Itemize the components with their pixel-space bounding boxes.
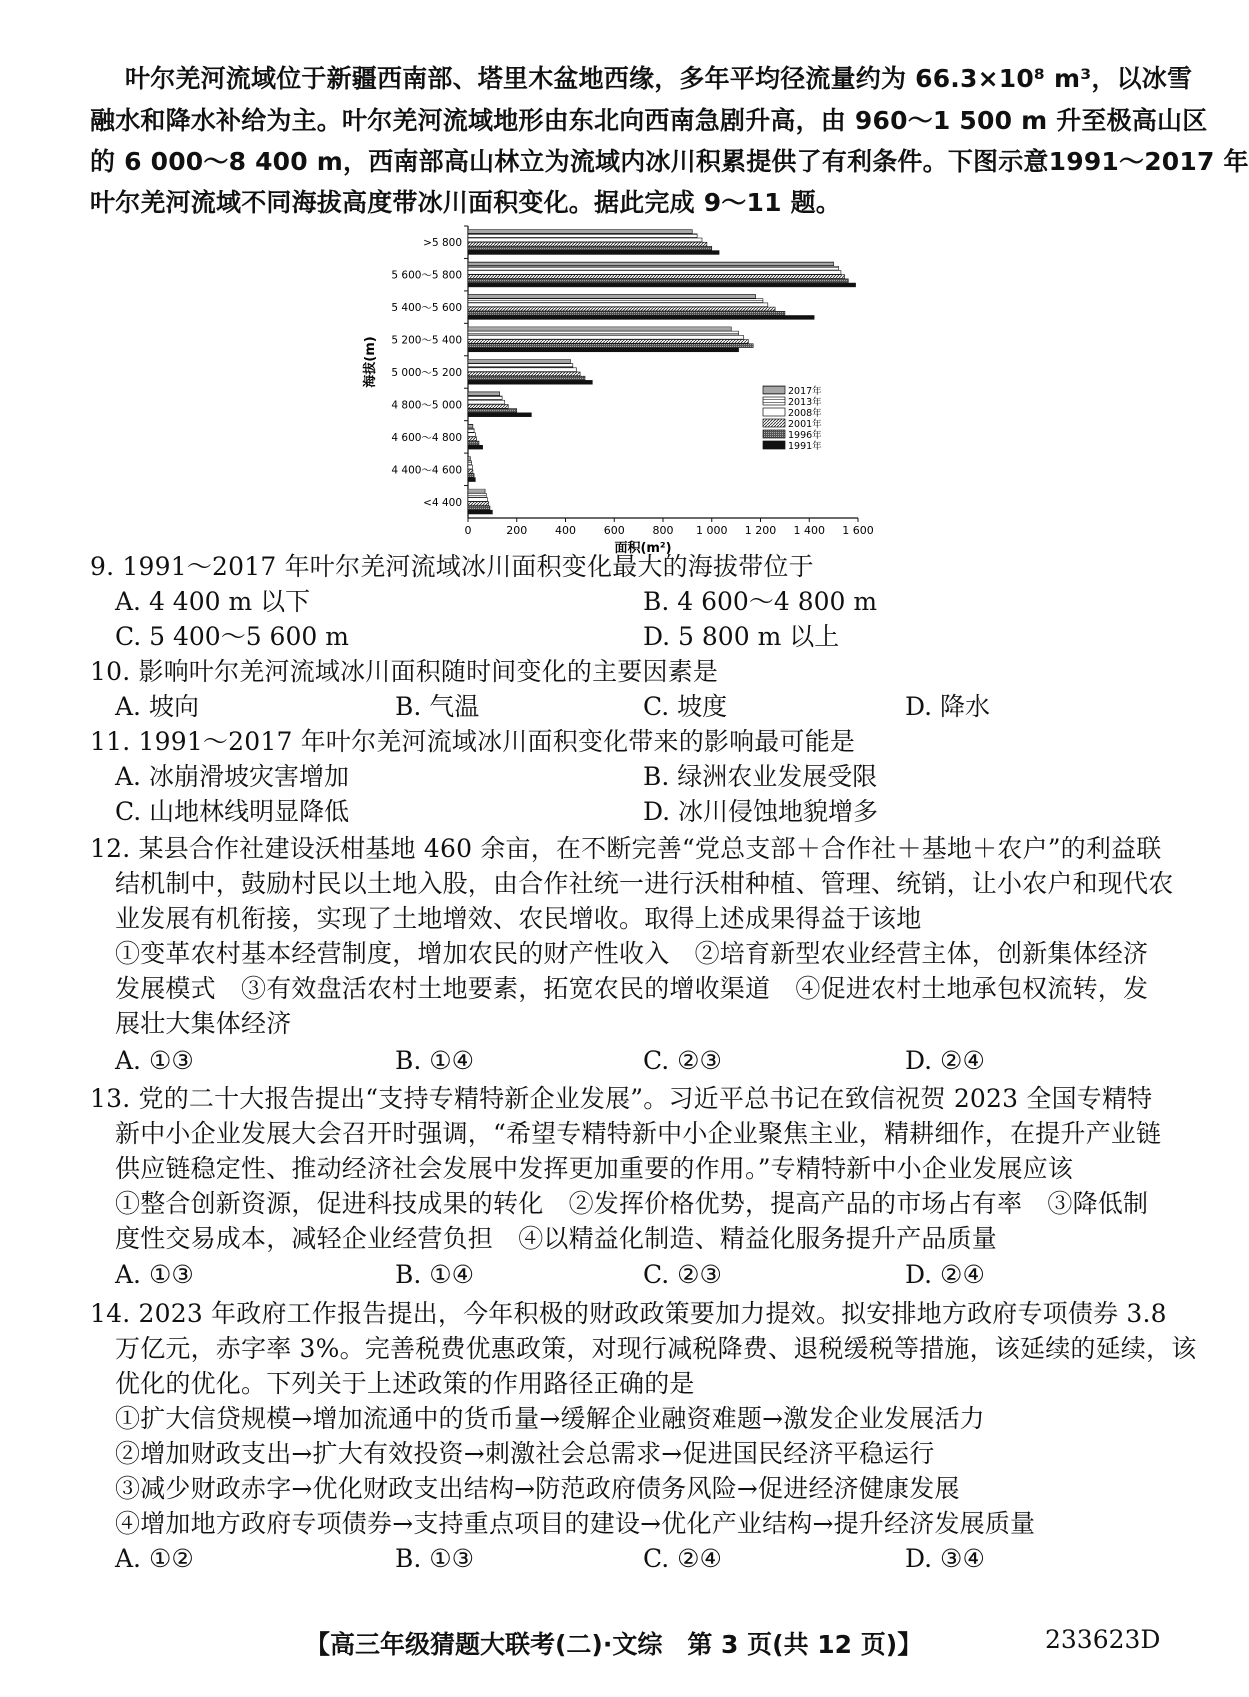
glacier-area-chart	[350, 218, 874, 558]
question-stem: ②增加财政支出→扩大有效投资→刺激社会总需求→促进国民经济平稳运行	[115, 1439, 935, 1468]
legend-label: 2008年	[788, 408, 822, 419]
y-tick-label: 5 400～5 600	[391, 302, 462, 315]
legend-label: 1991年	[788, 441, 822, 452]
bar	[468, 498, 488, 502]
bar	[468, 409, 517, 413]
option-a[interactable]: A. ①③	[115, 1260, 194, 1289]
bar	[468, 376, 585, 380]
option-c[interactable]: C. 坡度	[643, 692, 728, 721]
option-b[interactable]: B. 4 600～4 800 m	[643, 587, 878, 616]
legend-swatch	[763, 386, 785, 394]
bar	[468, 437, 477, 441]
x-tick-label: 1 600	[842, 524, 874, 537]
x-tick-label: 1 200	[744, 524, 777, 537]
legend-label: 1996年	[788, 430, 822, 441]
option-d[interactable]: D. ③④	[905, 1544, 985, 1573]
y-tick-label: 4 400～4 600	[391, 464, 462, 477]
question-stem: 新中小企业发展大会召开时强调，“希望专精特新中小企业聚焦主业，精耕细作，在提升产业链	[115, 1119, 1162, 1148]
bar	[468, 380, 592, 384]
bar	[468, 316, 814, 320]
bar	[468, 441, 479, 445]
bar	[468, 234, 697, 238]
y-axis-label: 海拔(m)	[363, 336, 378, 388]
bar	[468, 238, 702, 242]
option-d[interactable]: D. 降水	[905, 692, 991, 721]
option-a[interactable]: A. 冰崩滑坡灾害增加	[115, 762, 349, 791]
question-stem: 度性交易成本，减轻企业经营负担 ④以精益化制造、精益化服务提升产品质量	[115, 1224, 998, 1253]
x-tick-label: 400	[555, 524, 576, 537]
option-b[interactable]: B. 绿洲农业发展受限	[643, 762, 878, 791]
bar	[468, 489, 485, 493]
y-tick-label: >5 800	[423, 237, 462, 250]
option-b[interactable]: B. ①④	[395, 1260, 475, 1289]
question-stem: 展壮大集体经济	[115, 1009, 292, 1038]
bar	[468, 307, 775, 311]
question-stem: 9. 1991～2017 年叶尔羌河流域冰川面积变化最大的海拔带位于	[90, 552, 814, 581]
question-stem: 12. 某县合作社建设沃柑基地 460 余亩，在不断完善“党总支部＋合作社＋基地＋农户”的利益联	[90, 834, 1162, 863]
option-c[interactable]: C. ②③	[643, 1260, 722, 1289]
x-tick-label: 200	[506, 524, 528, 537]
question-stem: ③减少财政赤字→优化财政支出结构→防范政府债务风险→促进经济健康发展	[115, 1474, 960, 1503]
x-tick-label: 800	[652, 524, 674, 537]
bar	[468, 424, 473, 428]
option-b[interactable]: B. ①③	[395, 1544, 475, 1573]
bar	[468, 230, 692, 234]
question-stem: ①整合创新资源，促进科技成果的转化 ②发挥价格优势，提高产品的市场占有率 ③降低制	[115, 1189, 1149, 1218]
x-tick-label: 600	[603, 524, 625, 537]
bar	[468, 433, 475, 437]
legend-label: 2001年	[788, 419, 822, 430]
intro-line: 的 6 000～8 400 m，西南部高山林立为流域内冰川积累提供了有利条件。下图示意1991～2017 年	[90, 147, 1249, 176]
bar	[468, 478, 475, 482]
option-c[interactable]: C. ②④	[643, 1544, 722, 1573]
option-a[interactable]: A. ①③	[115, 1046, 194, 1075]
bar	[468, 413, 531, 417]
bar	[468, 295, 756, 299]
bar	[468, 396, 502, 400]
bar	[468, 344, 753, 348]
question-stem: 供应链稳定性、推动经济社会发展中发挥更加重要的作用。”专精特新中小企业发展应该	[115, 1154, 1074, 1183]
option-d[interactable]: D. 冰川侵蚀地貌增多	[643, 797, 879, 826]
bar	[468, 457, 470, 461]
bar	[468, 465, 472, 469]
bar	[468, 506, 490, 510]
bar	[468, 368, 576, 372]
legend-swatch	[763, 441, 785, 449]
question-stem: 发展模式 ③有效盘活农村土地要素，拓宽农民的增收渠道 ④促进农村土地承包权流转，发	[115, 974, 1149, 1003]
bar	[468, 270, 841, 274]
y-tick-label: 5 000～5 200	[391, 367, 462, 379]
x-tick-label: 1 400	[793, 524, 825, 537]
bar	[468, 262, 834, 266]
question-stem: ①扩大信贷规模→增加流通中的货币量→缓解企业融资难题→激发企业发展活力	[115, 1404, 985, 1433]
bar	[468, 251, 719, 255]
option-b[interactable]: B. ①④	[395, 1046, 475, 1075]
option-c[interactable]: C. ②③	[643, 1046, 722, 1075]
bar	[468, 445, 483, 449]
bar	[468, 348, 739, 352]
bar	[468, 392, 500, 396]
legend-label: 2017年	[788, 386, 822, 397]
bar	[468, 303, 768, 307]
question-stem: 业发展有机衔接，实现了土地增效、农民增收。取得上述成果得益于该地	[115, 904, 922, 933]
exam-code: 233623D	[1045, 1625, 1161, 1654]
question-stem: 万亿元，赤字率 3%。完善税费优惠政策，对现行减税降费、退税缓税等措施，该延续的延续，该	[115, 1334, 1197, 1363]
legend-label: 2013年	[788, 397, 822, 408]
intro-line: 叶尔羌河流域不同海拔高度带冰川面积变化。据此完成 9～11 题。	[90, 188, 841, 217]
legend-swatch	[763, 419, 785, 427]
intro-line: 融水和降水补给为主。叶尔羌河流域地形由东北向西南急剧升高，由 960～1 500 m 升至极高山区	[90, 106, 1208, 135]
bar	[468, 283, 856, 287]
y-tick-label: 4 800～5 000	[391, 399, 462, 412]
y-tick-label: <4 400	[423, 496, 462, 509]
legend-swatch	[763, 408, 785, 416]
bar	[468, 242, 707, 246]
bar	[468, 428, 474, 432]
bar	[468, 404, 508, 408]
question-stem: 优化的优化。下列关于上述政策的作用路径正确的是	[115, 1369, 695, 1398]
option-a[interactable]: A. ①②	[115, 1544, 194, 1573]
question-stem: ①变革农村基本经营制度，增加农民的财产性收入 ②培育新型农业经营主体，创新集体经济	[115, 939, 1149, 968]
bar	[468, 266, 839, 270]
question-stem: 10. 影响叶尔羌河流域冰川面积随时间变化的主要因素是	[90, 657, 719, 686]
x-tick-label: 0	[464, 524, 472, 537]
page-footer: 【高三年级猜题大联考(二)·文综 第 3 页(共 12 页)】	[305, 1630, 923, 1659]
bar	[468, 474, 474, 478]
question-stem: 13. 党的二十大报告提出“支持专精特新企业发展”。习近平总书记在致信祝贺 2023 全国专精特	[90, 1084, 1153, 1113]
bar	[468, 372, 580, 376]
question-stem: ④增加地方政府专项债券→支持重点项目的建设→优化产业结构→提升经济发展质量	[115, 1509, 1036, 1538]
bar	[468, 246, 712, 250]
bar	[468, 510, 492, 514]
bar	[468, 279, 848, 283]
question-stem: 14. 2023 年政府工作报告提出，今年积极的财政政策要加力提效。拟安排地方政府专项债券 3.8	[90, 1299, 1167, 1328]
bar	[468, 299, 763, 303]
bar	[468, 400, 505, 404]
bar	[468, 493, 486, 497]
legend-swatch	[763, 430, 785, 438]
option-c[interactable]: C. 5 400～5 600 m	[115, 622, 349, 651]
option-d[interactable]: D. ②④	[905, 1260, 985, 1289]
bar	[468, 311, 785, 315]
y-tick-label: 5 600～5 800	[391, 269, 462, 282]
bar	[468, 335, 743, 339]
x-axis-label: 面积(m²)	[614, 541, 672, 556]
bar	[468, 331, 739, 335]
option-a[interactable]: A. 坡向	[115, 692, 199, 721]
option-d[interactable]: D. 5 800 m 以上	[643, 622, 840, 651]
bar	[468, 502, 489, 506]
option-d[interactable]: D. ②④	[905, 1046, 985, 1075]
option-c[interactable]: C. 山地林线明显降低	[115, 797, 350, 826]
question-stem: 结机制中，鼓励村民以土地入股，由合作社统一进行沃柑种植、管理、统销，让小农户和现代农	[115, 869, 1174, 898]
option-a[interactable]: A. 4 400 m 以下	[115, 587, 311, 616]
intro-line: 叶尔羌河流域位于新疆西南部、塔里木盆地西缘，多年平均径流量约为 66.3×10⁸ m³，以冰雪	[125, 64, 1193, 93]
legend-swatch	[763, 397, 785, 405]
bar	[468, 359, 570, 363]
bar	[468, 461, 472, 465]
bar	[468, 327, 731, 331]
bar	[468, 275, 845, 279]
option-b[interactable]: B. 气温	[395, 692, 480, 721]
question-stem: 11. 1991～2017 年叶尔羌河流域冰川面积变化带来的影响最可能是	[90, 727, 856, 756]
bar	[468, 340, 748, 344]
y-tick-label: 4 600～4 800	[391, 431, 462, 444]
x-tick-label: 1 000	[696, 524, 728, 537]
bar	[468, 469, 473, 473]
y-tick-label: 5 200～5 400	[391, 334, 462, 347]
bar	[468, 364, 573, 368]
